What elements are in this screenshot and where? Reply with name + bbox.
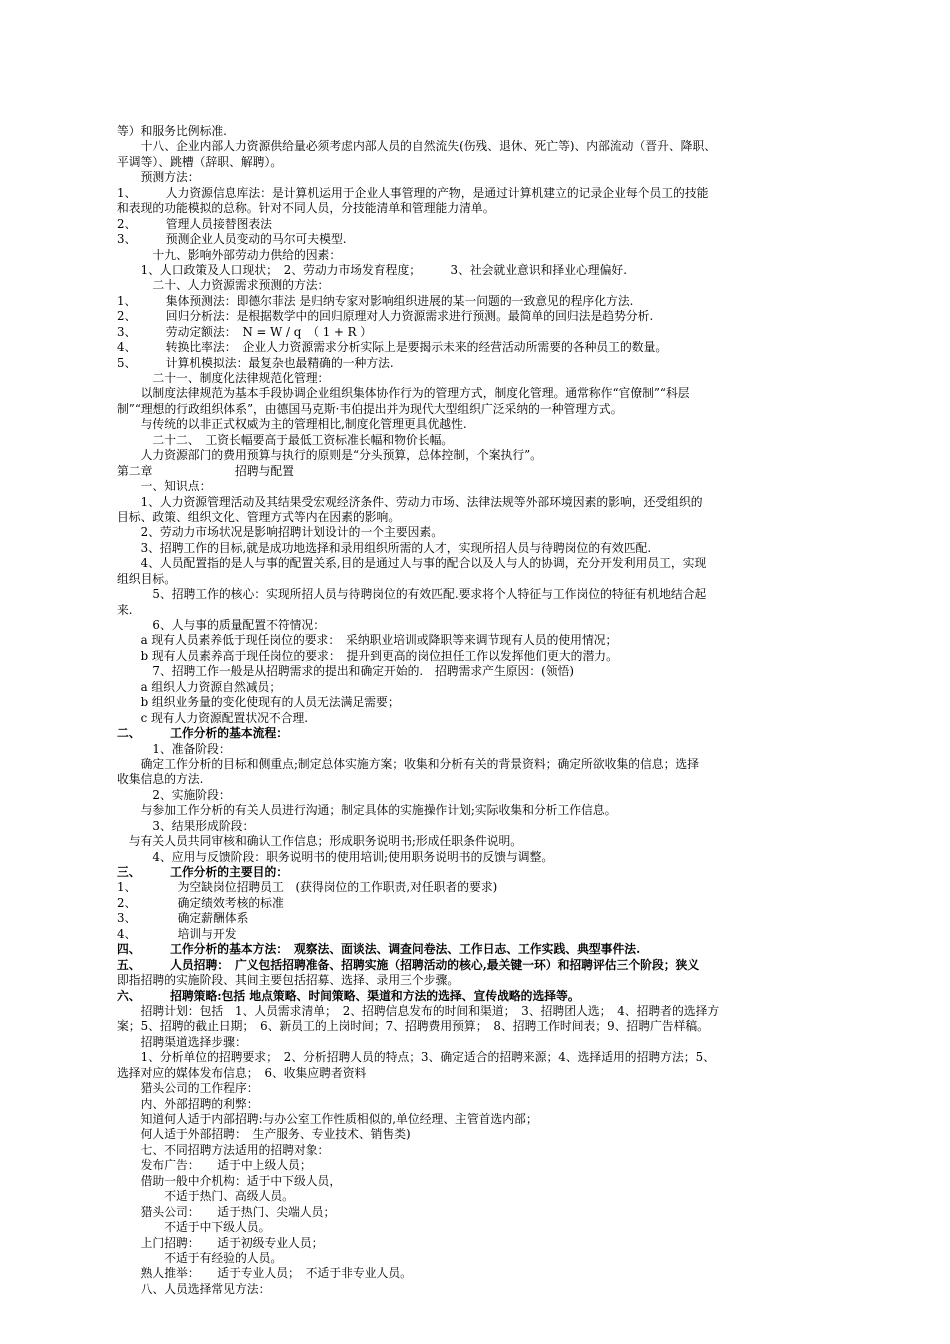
text-line: 与传统的以非正式权威为主的管理相比,制度化管理更具优越性. — [117, 417, 467, 432]
text-line: 二十二、 工资长幅要高于最低工资标准长幅和物价长幅。 — [117, 432, 454, 447]
text-line: 不适于热门、高级人员。 — [117, 1189, 294, 1204]
text-line: 十九、影响外部劳动力供给的因素： — [117, 247, 342, 262]
text-line: b 组织业务量的变化使现有的人员无法满足需要； — [117, 695, 400, 710]
text-line: 熟人推举： 适于专业人员； 不适于非专业人员。 — [117, 1266, 412, 1281]
text-line: 即指招聘的实施阶段、其间主要包括招募、选择、录用三个步骤。 — [117, 973, 460, 988]
text-line: 3、 预测企业人员变动的马尔可夫模型. — [117, 232, 347, 247]
text-line: 1、 集体预测法：即德尔菲法 是归纳专家对影响组织进展的某一问题的一致意见的程序化方法. — [117, 293, 634, 308]
text-line: 5、 计算机模拟法：最复杂也最精确的一种方法. — [117, 355, 394, 370]
text-line: 猎头公司的工作程序： — [117, 1081, 259, 1096]
text-line: 1、人力资源管理活动及其结果受宏观经济条件、劳动力市场、法律法规等外部环境因素的影响，还受组织的 — [117, 494, 703, 509]
text-line: 预测方法： — [117, 170, 200, 185]
text-line: 4、 培训与开发 — [117, 926, 237, 941]
text-line: 7、招聘工作一般是从招聘需求的提出和确定开始的. 招聘需求产生原因：(领悟) — [117, 664, 574, 679]
text-line: 来. — [117, 602, 133, 617]
text-line: a 组织人力资源自然减员； — [117, 679, 282, 694]
text-line: 4、应用与反馈阶段：职务说明书的使用培训;使用职务说明书的反馈与调整。 — [117, 849, 554, 864]
text-line: 1、分析单位的招聘要求； 2、分析招聘人员的特点；3、确定适合的招聘来源；4、选择适用的招聘方法；5、 — [117, 1050, 715, 1065]
text-line: 4、人员配置指的是人与事的配置关系,目的是通过人与事的配合以及人与人的协调，充分开发利用员工，实现 — [117, 556, 707, 571]
text-line: 四、 工作分析的基本方法： 观察法、面谈法、调查问卷法、工作日志、工作实践、典型事件法. — [117, 942, 641, 957]
text-line: 十八、企业内部人力资源供给量必须考虑内部人员的自然流失(伤残、退休、死亡等)、内部流动（晋升、降职、 — [117, 139, 717, 154]
text-line: 二十、人力资源需求预测的方法： — [117, 278, 330, 293]
text-line: 6、人与事的质量配置不符情况： — [117, 618, 326, 632]
text-line: 等）和服务比例标准. — [117, 124, 227, 138]
text-line: 以制度法律规范为基本手段协调企业组织集体协作行为的管理方式，制度化管理。通常称作“官僚制”“科层 — [117, 386, 690, 401]
text-line: 2、 回归分析法：是根据数学中的回归原理对人力资源需求进行预测。最简单的回归法是趋势分析. — [117, 309, 654, 324]
text-line: 目标、政策、组织文化、管理方式等内在因素的影响。 — [117, 509, 401, 524]
text-line: 4、 转换比率法： 企业人力资源需求分析实际上是要揭示未来的经营活动所需要的各种员工的数量。 — [117, 340, 668, 355]
text-line: 收集信息的方法. — [117, 772, 204, 787]
text-line: 制”“理想的行政组织体系”，由德国马克斯·韦伯提出并为现代大型组织广泛采纳的一种管理方式。 — [117, 401, 623, 416]
text-line: 知道何人适于内部招聘:与办公室工作性质相似的,单位经理、主管首选内部； — [117, 1112, 538, 1126]
text-line: 不适于中下级人员。 — [117, 1220, 271, 1235]
text-line: 猎头公司： 适于热门、尖端人员； — [117, 1204, 336, 1219]
text-line: 1、人口政策及人口现状； 2、劳动力市场发育程度； 3、社会就业意识和择业心理偏好. — [117, 262, 627, 277]
text-line: 发布广告： 适于中上级人员； — [117, 1158, 312, 1173]
document-body — [117, 124, 842, 1297]
text-line: 3、 确定薪酬体系 — [117, 911, 249, 926]
text-line: c 现有人力资源配置状况不合理. — [117, 710, 309, 725]
text-line: 三、 工作分析的主要目的： — [117, 865, 289, 879]
text-line: 五、 人员招聘： 广义包括招聘准备、招聘实施（招聘活动的核心,最关键一环）和招聘评估三个阶段；狭义 — [117, 957, 700, 972]
text-line: 招聘渠道选择步骤： — [117, 1034, 247, 1049]
text-line: 2、 确定绩效考核的标准 — [117, 895, 284, 910]
text-line: a 现有人员素养低于现任岗位的要求： 采纳职业培训或降职等来调节现有人员的使用情况； — [117, 633, 618, 648]
text-line: 组织目标。 — [117, 571, 176, 586]
text-line: 八、人员选择常见方法： — [117, 1281, 271, 1296]
text-line: b 现有人员素养高于现任岗位的要求： 提升到更高的岗位担任工作以发挥他们更大的潜力。 — [117, 648, 618, 663]
text-line: 3、结果形成阶段： — [117, 818, 255, 833]
text-line: 第二章 招聘与配置 — [117, 463, 294, 478]
text-line: 确定工作分析的目标和侧重点;制定总体实施方案；收集和分析有关的背景资料；确定所欲收集的信息；选择 — [117, 756, 700, 771]
text-line: 1、准备阶段： — [117, 741, 231, 756]
text-line: 上门招聘： 适于初级专业人员； — [117, 1235, 324, 1250]
text-line: 选择对应的媒体发布信息； 6、收集应聘者资料 — [117, 1065, 367, 1080]
text-line: 六、 招聘策略:包括 地点策略、时间策略、渠道和方法的选择、宣传战略的选择等。 — [117, 988, 580, 1003]
text-line: 一、知识点： — [117, 479, 212, 494]
text-line: 2、劳动力市场状况是影响招聘计划设计的一个主要因素。 — [117, 525, 444, 540]
text-line: 何人适于外部招聘： 生产服务、专业技术、销售类) — [117, 1127, 411, 1142]
text-line: 3、 劳动定额法： N = W / q （ 1 + R ） — [117, 324, 373, 339]
text-line: 内、外部招聘的利弊： — [117, 1096, 259, 1111]
text-line: 二、 工作分析的基本流程： — [117, 726, 289, 741]
text-line: 招聘计划：包括 1、人员需求清单； 2、招聘信息发布的时间和渠道； 3、招聘团人选； 4、招聘者的选择方 — [117, 1003, 720, 1018]
text-line: 1、 为空缺岗位招聘员工 (获得岗位的工作职责,对任职者的要求) — [117, 880, 498, 895]
text-line: 2、 管理人员接替图表法 — [117, 216, 272, 231]
text-line: 平调等）、跳槽（辞职、解聘）。 — [117, 154, 283, 169]
text-line: 1、 人力资源信息库法：是计算机运用于企业人事管理的产物，是通过计算机建立的记录企业每个员工的技能 — [117, 185, 709, 200]
text-line: 和表现的功能模拟的总称。针对不同人员，分技能清单和管理能力清单。 — [117, 201, 495, 216]
text-line: 人力资源部门的费用预算与执行的原则是“分头预算，总体控制，个案执行”。 — [117, 448, 542, 463]
text-line: 案；5、招聘的截止日期； 6、新员工的上岗时间；7、招聘费用预算； 8、招聘工作时间表；9、招聘广告样稿。 — [117, 1019, 709, 1034]
text-line: 七、不同招聘方法适用的招聘对象： — [117, 1142, 330, 1157]
text-line: 不适于有经验的人员。 — [117, 1250, 283, 1265]
text-line: 借助一般中介机构：适于中下级人员， — [117, 1173, 342, 1188]
text-line: 2、实施阶段： — [117, 787, 231, 802]
text-line: 与参加工作分析的有关人员进行沟通；制定具体的实施操作计划;实际收集和分析工作信息。 — [117, 803, 617, 818]
text-line: 二十一、制度化法律规范化管理： — [117, 371, 330, 385]
text-line: 5、招聘工作的核心：实现所招人员与待聘岗位的有效匹配.要求将个人特征与工作岗位的特征有机地结合起 — [117, 587, 707, 602]
text-line: 3、招聘工作的目标,就是成功地选择和录用组织所需的人才，实现所招人员与待聘岗位的有效匹配. — [117, 540, 652, 555]
text-line: 与有关人员共同审核和确认工作信息；形成职务说明书;形成任职条件说明。 — [117, 834, 523, 849]
